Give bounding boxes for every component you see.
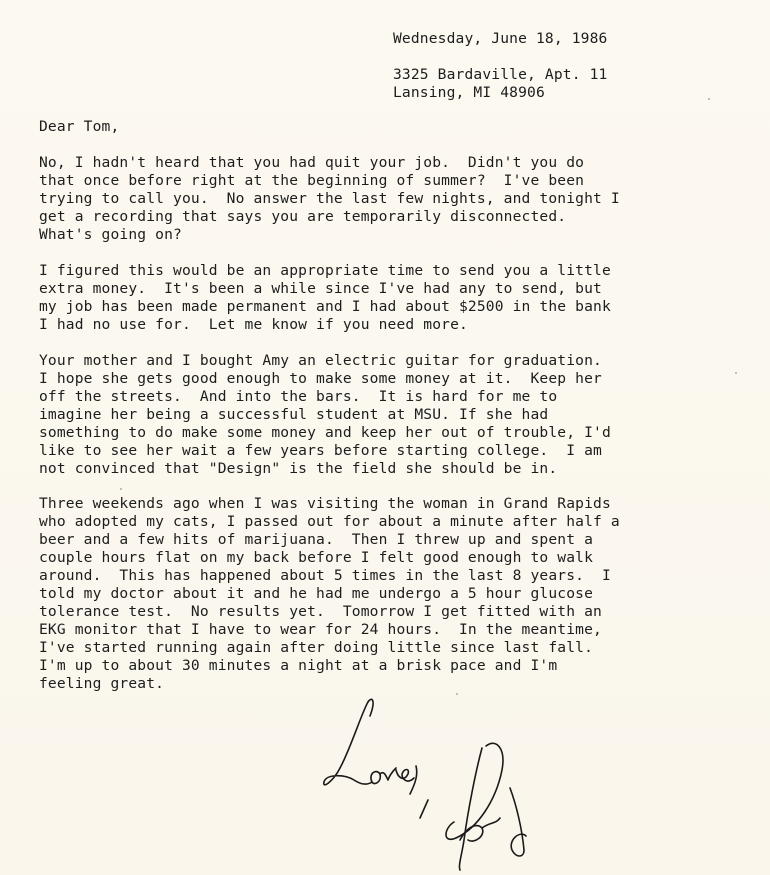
paragraph-4-line-5: around. This has happened about 5 times in the last 8 years. I [39,567,611,584]
paper-speck [708,98,710,100]
paragraph-1-line-4: get a recording that says you are temporarily disconnected. [39,208,567,225]
paragraph-1-line-1: No, I hadn't heard that you had quit your job. Didn't you do [39,154,585,171]
paragraph-3-line-5: something to do make some money and keep her out of trouble, I'd [39,424,611,441]
paragraph-3-line-1: Your mother and I bought Amy an electric guitar for graduation. [39,352,602,369]
paragraph-2-line-4: I had no use for. Let me know if you need more. [39,316,468,333]
paragraph-1-line-5: What's going on? [39,226,182,243]
salutation: Dear Tom, [39,118,120,135]
paragraph-1-line-3: trying to call you. No answer the last few nights, and tonight I [39,190,620,207]
address-line-2: Lansing, MI 48906 [393,84,545,101]
paragraph-4-line-3: beer and a few hits of marijuana. Then I threw up and spent a [39,531,594,548]
paragraph-4-line-11: feeling great. [39,675,165,692]
paragraph-2-line-3: my job has been made permanent and I had about $2500 in the bank [39,298,611,315]
paragraph-3-line-2: I hope she gets good enough to make some money at it. Keep her [39,370,602,387]
paragraph-4-line-1: Three weekends ago when I was visiting the woman in Grand Rapids [39,495,611,512]
paper-speck [735,372,737,374]
paragraph-4-line-4: couple hours flat on my back before I felt good enough to walk [39,549,594,566]
paragraph-3-line-3: off the streets. And into the bars. It is hard for me to [39,388,558,405]
paragraph-3-line-6: like to see her wait a few years before starting college. I am [39,442,602,459]
paper-speck [120,488,122,490]
address-line-1: 3325 Bardaville, Apt. 11 [393,66,608,83]
paragraph-4-line-2: who adopted my cats, I passed out for about a minute after half a [39,513,620,530]
paragraph-2-line-1: I figured this would be an appropriate time to send you a little [39,262,611,279]
paragraph-2-line-2: extra money. It's been a while since I've had any to send, but [39,280,602,297]
paragraph-1-line-2: that once before right at the beginning of summer? I've been [39,172,585,189]
paragraph-4-line-7: tolerance test. No results yet. Tomorrow I get fitted with an [39,603,602,620]
date-line: Wednesday, June 18, 1986 [393,30,608,47]
paragraph-3-line-7: not convinced that "Design" is the field she should be in. [39,460,558,477]
paragraph-4-line-10: I'm up to about 30 minutes a night at a brisk pace and I'm [39,657,558,674]
paragraph-4-line-6: told my doctor about it and he had me undergo a 5 hour glucose [39,585,594,602]
handwritten-signature [310,690,570,875]
paragraph-3-line-4: imagine her being a successful student at MSU. If she had [39,406,549,423]
paragraph-4-line-8: EKG monitor that I have to wear for 24 hours. In the meantime, [39,621,602,638]
paragraph-4-line-9: I've started running again after doing little since last fall. [39,639,594,656]
